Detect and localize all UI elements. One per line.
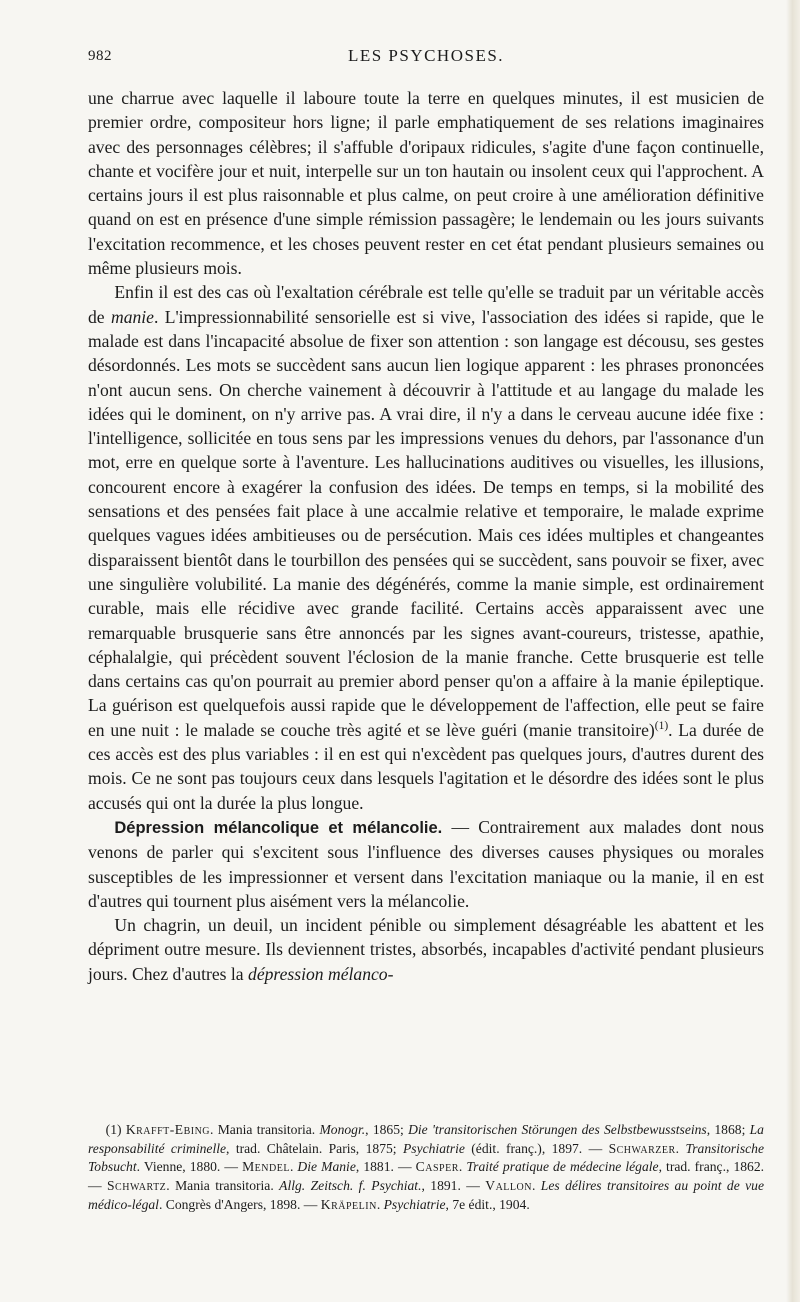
footnotes bbox=[88, 1121, 764, 1215]
paragraph-2-text-c: . La durée de ces accès est des plus variables : il en est qui n'excèdent pas quelques jours, d'autres durent des mois. Ce ne sont pas toujours ceux dans lesquels l'agitation et le désordre des idées sont le plus accusés qui ont la durée la plus longue. bbox=[88, 719, 764, 813]
footnote-segment: Mendel bbox=[242, 1159, 290, 1175]
footnote-segment: , 1868; bbox=[706, 1122, 750, 1137]
page-edge-shadow bbox=[786, 0, 800, 1302]
footnote-segment: Psychiatrie bbox=[402, 1140, 465, 1156]
paragraph-2-text-a: Enfin il est des cas où l'exaltation cérébrale est telle qu'elle se traduit par un véritable accès de bbox=[88, 282, 764, 327]
term-depression-melancolique: dépression mélanco- bbox=[248, 963, 394, 984]
footnote-segment: Monogr. bbox=[319, 1122, 366, 1137]
footnote-segment: Les délires transitoires au point de vue médico-légal bbox=[88, 1178, 765, 1212]
paragraph-2-text-b: . L'impressionnabilité sensorielle est si vive, l'association des idées si rapide, que le malade est dans l'incapacité absolue de fixer son attention : son langage est décousu, ses gestes désordonnés. Les mots se succèdent sans aucun lien logique apparent : les phrases prononcées n'ont aucun sens. On cherche vainement à découvrir à l'attitude et au langage du malade les idées qui le dominent, on n'y arrive pas. A vrai dire, il n'y a dans le cerveau aucune idée fixe : l'intelligence, sollicitée en tous sens par les impressions venues du dehors, par l'assonance d'un mot, erre en quelque sorte à l'aventure. Les hallucinations auditives ou visuelles, les illusions, concourent encore à exagérer la confusion des idées. De temps en temps, si la mobilité des sensations et des pensées fait place à une accalmie relative et temporaire, le malade exprime quelques vagues idées ambitieuses ou de persécution. Mais ces idées multiples et changeantes disparaissent bientôt dans le tourbillon des pensées qui se succèdent, sans pouvoir se fixer, avec une singulière volubilité. La manie des dégénérés, comme la manie simple, est ordinairement curable, mais elle récidive avec grande facilité. Certains accès apparaissent avec une remarquable brusquerie sans être annoncés par les signes avant-coureurs, tristesse, apathie, céphalalgie, qui précèdent souvent l'éclosion de la manie franche. Cette brusquerie est telle dans certains cas qu'on pourrait au premier abord penser qu'on a affaire à la manie épileptique. La guérison est quelquefois aussi rapide que le développement de l'affection, elle peut se faire en une nuit : le malade se couche très agité et se lève guéri (manie transitoire) bbox=[88, 306, 764, 740]
footnote-segment: Vallon bbox=[485, 1178, 532, 1194]
footnote-segment: . bbox=[376, 1196, 384, 1212]
footnote-segment: Kräpelin bbox=[320, 1196, 377, 1212]
term-manie: manie bbox=[110, 306, 154, 327]
footnote-body bbox=[88, 1122, 764, 1212]
footnote-segment: , 7e édit., 1904. bbox=[445, 1196, 530, 1212]
body-text bbox=[88, 86, 764, 986]
footnote-segment: . bbox=[458, 1159, 467, 1175]
footnote-segment: . bbox=[289, 1159, 298, 1175]
footnote-segment: Krafft-Ebing bbox=[125, 1122, 211, 1137]
footnote-segment: . Vienne, 1880. — bbox=[136, 1159, 243, 1175]
footnote-segment: , trad. franç., 1862. — bbox=[88, 1159, 765, 1194]
paragraph-4 bbox=[88, 913, 764, 986]
paragraph-3-text: — Contrairement aux malades dont nous venons de parler qui s'excitent sous l'influence des diverses causes physiques ou morales susceptibles de les impressionner et versent dans l'excitation maniaque ou la manie, il en est d'autres qui tournent plus aisément vers la mélancolie. bbox=[88, 816, 764, 911]
footnote-segment: Traité pratique de médecine légale bbox=[466, 1159, 659, 1175]
footnote-segment: . Congrès d'Angers, 1898. — bbox=[158, 1196, 321, 1212]
paragraph-2 bbox=[88, 280, 764, 815]
footnote-segment: , trad. Châtelain. Paris, 1875; bbox=[226, 1140, 403, 1156]
footnote-segment: , 1881. — bbox=[355, 1159, 416, 1175]
footnote-ref[interactable]: (1) bbox=[654, 719, 669, 732]
footnote-segment: Schwarzer bbox=[608, 1140, 676, 1156]
footnote-segment: Die Manie bbox=[297, 1159, 356, 1175]
paragraph-1: une charrue avec laquelle il laboure toute la terre en quelques minutes, il est musicien de premier ordre, compositeur hors ligne; il parle emphatiquement de ses relations imaginaires avec des personnages célèbres; il s'affuble d'oripaux ridicules, s'agite d'une façon continuelle, chante et vocifère jour et nuit, interpelle sur un ton hautain ou insolent ceux qui l'approchent. A certains jours il est plus raisonnable et plus calme, on peut croire à une amélioration définitive quand on est en présence d'une simple rémission passagère; le lendemain ou les jours suivants l'excitation recommence, et les choses peuvent rester en cet état pendant plusieurs semaines ou même plusieurs mois. bbox=[88, 88, 764, 279]
footnote-segment: . bbox=[531, 1178, 541, 1194]
footnote-segment: Psychiatrie bbox=[383, 1196, 446, 1212]
footnote-segment: Die 'transitorischen Störungen des Selbstbewusstseins bbox=[408, 1122, 707, 1137]
footnote-segment: Schwartz bbox=[107, 1178, 167, 1194]
footnote-1 bbox=[88, 1121, 764, 1215]
footnote-segment: , 1891. — bbox=[421, 1178, 486, 1194]
footnote-segment: . bbox=[675, 1140, 686, 1156]
footnote-segment: . Mania transitoria. bbox=[166, 1178, 280, 1194]
page-number: 982 bbox=[88, 48, 112, 64]
section-title: Dépression mélancolique et mélancolie. bbox=[114, 818, 443, 837]
footnote-segment: , 1865; bbox=[365, 1122, 409, 1137]
paragraph-4-text: Un chagrin, un deuil, un incident pénible ou simplement désagréable les abattent et les dépriment outre mesure. Ils deviennent tristes, absorbés, incapables d'activité pendant plusieurs jours. Chez d'autres la bbox=[88, 915, 764, 984]
footnote-segment: Allg. Zeitsch. f. Psychiat. bbox=[279, 1178, 422, 1194]
footnote-segment: Casper bbox=[415, 1159, 459, 1175]
paragraph-3 bbox=[88, 815, 764, 913]
footnote-segment: (édit. franç.), 1897. — bbox=[464, 1140, 609, 1156]
footnote-segment: . Mania transitoria. bbox=[210, 1122, 320, 1137]
footnote-segment: Transitorische Tobsucht bbox=[88, 1140, 764, 1175]
page-header bbox=[88, 46, 764, 74]
footnote-segment: La responsabilité criminelle bbox=[88, 1122, 764, 1156]
running-title: LES PSYCHOSES. bbox=[347, 46, 505, 65]
footnote-marker: (1) bbox=[105, 1122, 122, 1137]
